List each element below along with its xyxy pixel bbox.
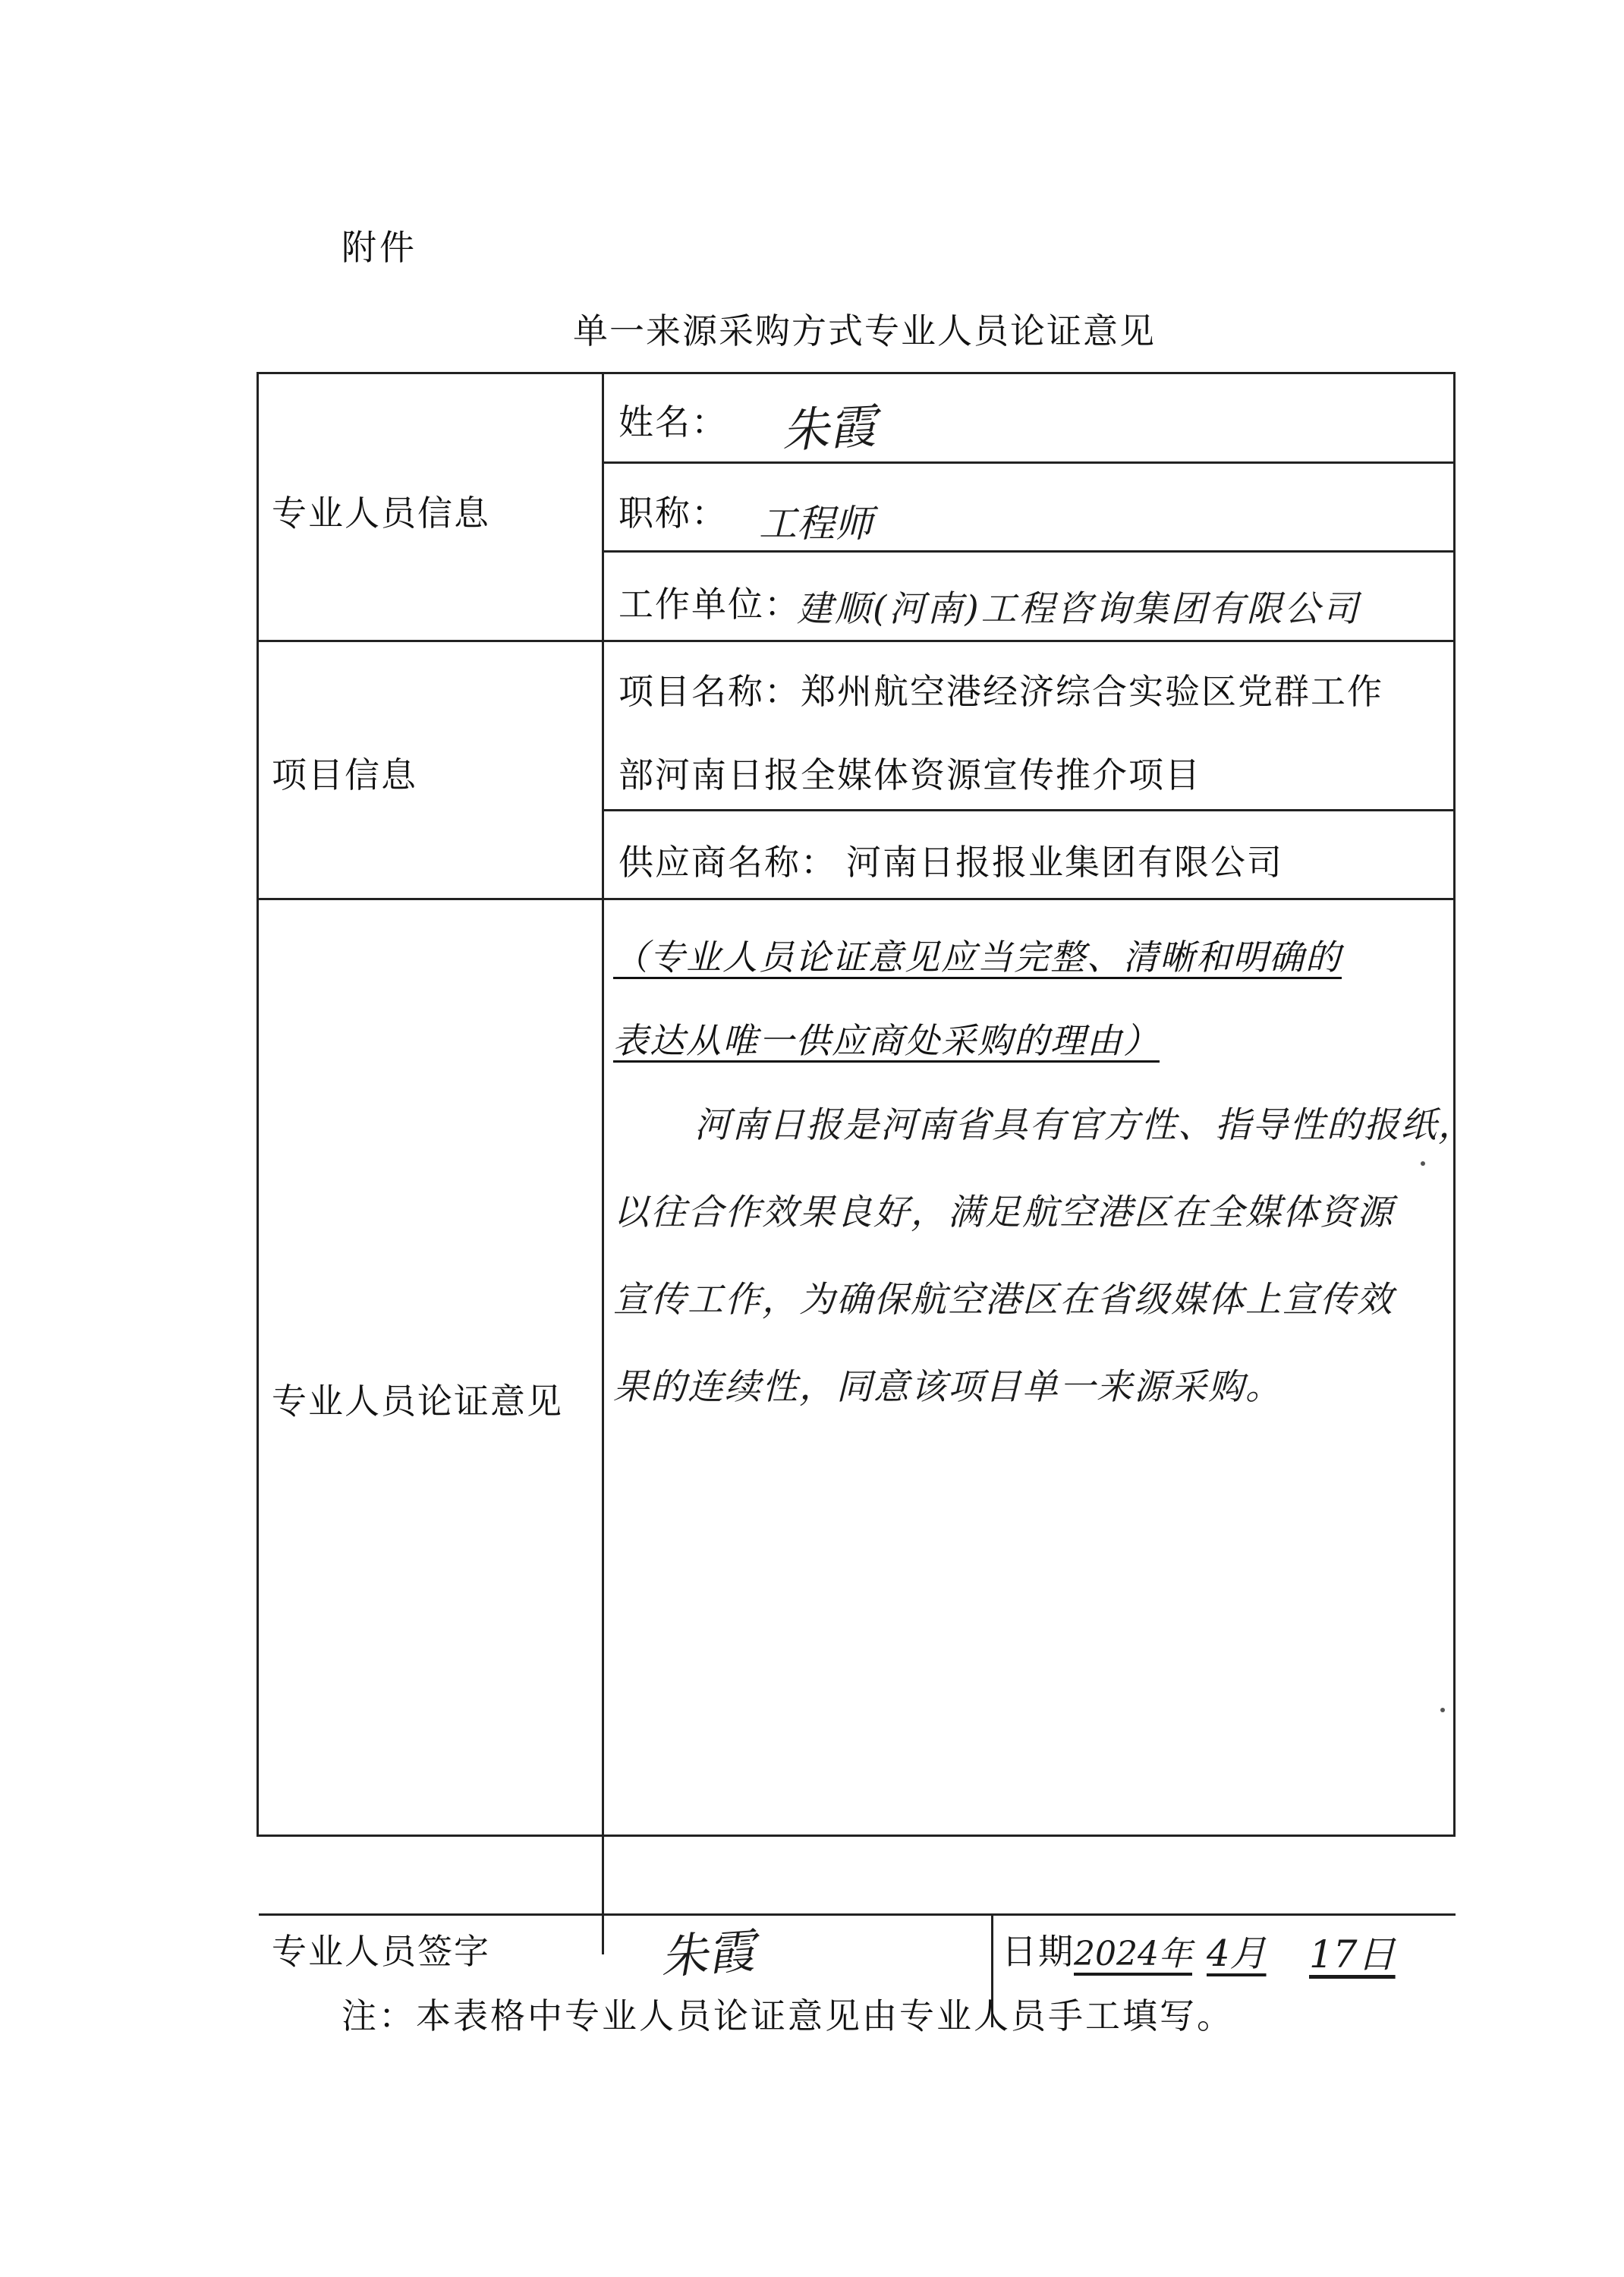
title-label: 职称： [618, 493, 728, 534]
opinion-hint-line1: （专业人员论证意见应当完整、清晰和明确的 [613, 937, 1342, 978]
signature-section-label: 专业人员签字 [272, 1931, 490, 1972]
project-name-line2: 部河南日报全媒体资源宣传推介项目 [618, 754, 1201, 795]
attachment-label: 附件 [341, 227, 417, 268]
opinion-text-line: 宣传工作，为确保航空港区在省级媒体上宣传效 [613, 1279, 1394, 1321]
opinion-text-line: 以往合作效果良好，满足航空港区在全媒体资源 [613, 1192, 1394, 1233]
employer-value-handwritten: 建顺(河南)工程咨询集团有限公司 [797, 588, 1361, 630]
row-line-opinion-section [259, 1913, 1456, 1916]
row-line-name [602, 461, 1456, 464]
name-value-handwritten: 朱霞 [780, 398, 878, 459]
date-month-handwritten: 4月 [1207, 1932, 1267, 1975]
row-line-project-section [259, 898, 1456, 900]
footnote: 注：本表格中专业人员论证意见由专业人员手工填写。 [341, 1995, 1234, 2036]
column-divider [602, 374, 604, 1954]
employer-label: 工作单位： [618, 584, 801, 625]
project-name-line1: 项目名称：郑州航空港经济综合实验区党群工作 [618, 671, 1383, 712]
name-label: 姓名： [618, 402, 728, 442]
opinion-text-line: 果的连续性，同意该项目单一来源采购。 [613, 1366, 1283, 1408]
opinion-section-label: 专业人员论证意见 [272, 1381, 563, 1422]
opinion-hint-line2: 表达从唯一供应商处采购的理由） [613, 1020, 1160, 1061]
scan-speck [1421, 1161, 1425, 1166]
supplier-value: 河南日报报业集团有限公司 [846, 842, 1283, 883]
document-title: 单一来源采购方式专业人员论证意见 [573, 310, 1156, 351]
expert-info-section-label: 专业人员信息 [272, 493, 490, 534]
title-value-handwritten: 工程师 [759, 502, 873, 546]
project-info-section-label: 项目信息 [272, 754, 417, 795]
opinion-text-line: 河南日报是河南省具有官方性、指导性的报纸， [694, 1104, 1475, 1146]
date-label: 日期 [1002, 1931, 1075, 1972]
date-year-handwritten: 2024年 [1074, 1935, 1192, 1973]
scan-speck [1440, 1708, 1445, 1712]
date-day-handwritten: 17日 [1309, 1932, 1396, 1976]
row-line-expert-section [259, 640, 1456, 642]
row-line-project-name [602, 809, 1456, 811]
supplier-label: 供应商名称： [618, 842, 837, 883]
signature-handwritten: 朱霞 [658, 1923, 757, 1986]
row-line-title [602, 550, 1456, 553]
